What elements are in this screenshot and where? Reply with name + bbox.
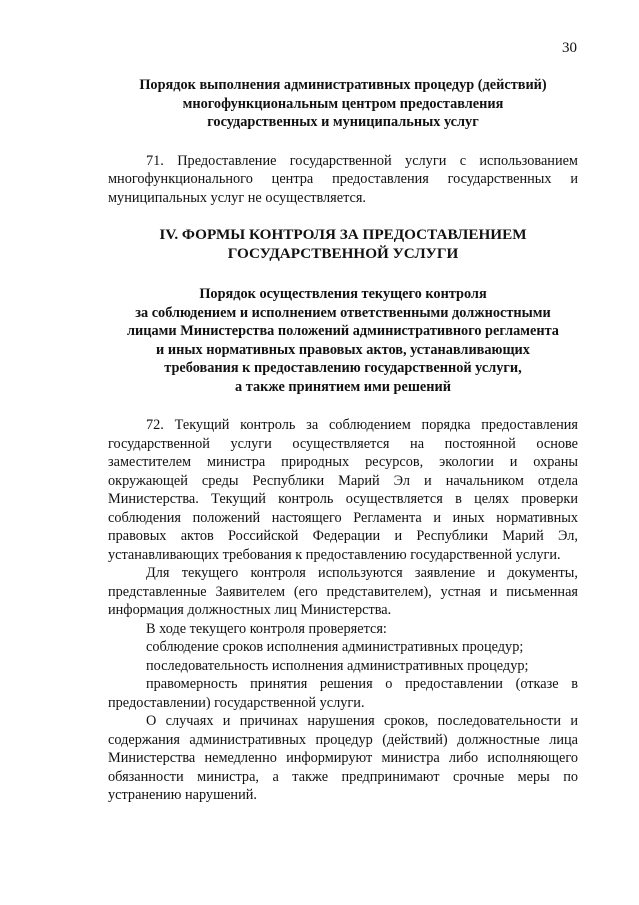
heading-line: Порядок осуществления текущего контроля <box>199 286 487 302</box>
heading-line: а также принятием ими решений <box>235 378 451 395</box>
section-iv-title <box>108 225 578 263</box>
heading-line: многофункциональным центром предоставления <box>182 95 504 112</box>
list-item: правомерность принятия решения о предоставлении (отказе в предоставлении) государственной услуги. <box>108 676 578 711</box>
heading-line: государственных и муниципальных услуг <box>207 114 479 130</box>
heading-line: Порядок выполнения административных процедур (действий) <box>139 77 547 93</box>
heading-line: требования к предоставлению государственной услуги, <box>164 360 522 376</box>
page-content <box>108 76 578 805</box>
page-number: 30 <box>562 40 577 56</box>
section-title-line: IV. ФОРМЫ КОНТРОЛЯ ЗА ПРЕДОСТАВЛЕНИЕМ <box>159 226 527 243</box>
paragraph-violations: О случаях и причинах нарушения сроков, последовательности и содержания административных процедур (действий) должностные лица Министерства немедленно информируют министра либо исполняющего обязанности министра, а также предпринимают срочные меры по устранению нарушений. <box>108 713 578 803</box>
paragraph-72: 72. Текущий контроль за соблюдением порядка предоставления государственной услуги осуществляется на постоянной основе заместителем министра природных ресурсов, экологии и охраны окружающей среды Республики Марий Эл и начальником отдела Министерства. Текущий контроль осуществляется в целях проверки соблюдения положений настоящего Регламента и иных нормативных правовых актов Российской Федерации и Республики Марий Эл, устанавливающих требования к предоставлению государственной услуги. <box>108 417 578 563</box>
heading-current-control <box>108 285 578 396</box>
paragraph-checked: В ходе текущего контроля проверяется: <box>146 620 387 637</box>
paragraph-documents: Для текущего контроля используются заявление и документы, представленные Заявителем (его представителем), устная и письменная информация должностных лиц Министерства. <box>108 565 578 618</box>
paragraph-71: 71. Предоставление государственной услуги с использованием многофункционального центра предоставления государственных и муниципальных услуг не осуществляется. <box>108 152 578 206</box>
list-item: последовательность исполнения административных процедур; <box>146 657 529 674</box>
heading-line: и иных нормативных правовых актов, устанавливающих <box>156 341 530 358</box>
list-item: соблюдение сроков исполнения административных процедур; <box>146 639 524 655</box>
heading-line: лицами Министерства положений административного регламента <box>127 323 559 339</box>
heading-line: за соблюдением и исполнением ответственными должностными <box>135 304 551 321</box>
heading-mfc-procedures <box>108 76 578 132</box>
section-title-line: ГОСУДАРСТВЕННОЙ УСЛУГИ <box>227 245 459 262</box>
